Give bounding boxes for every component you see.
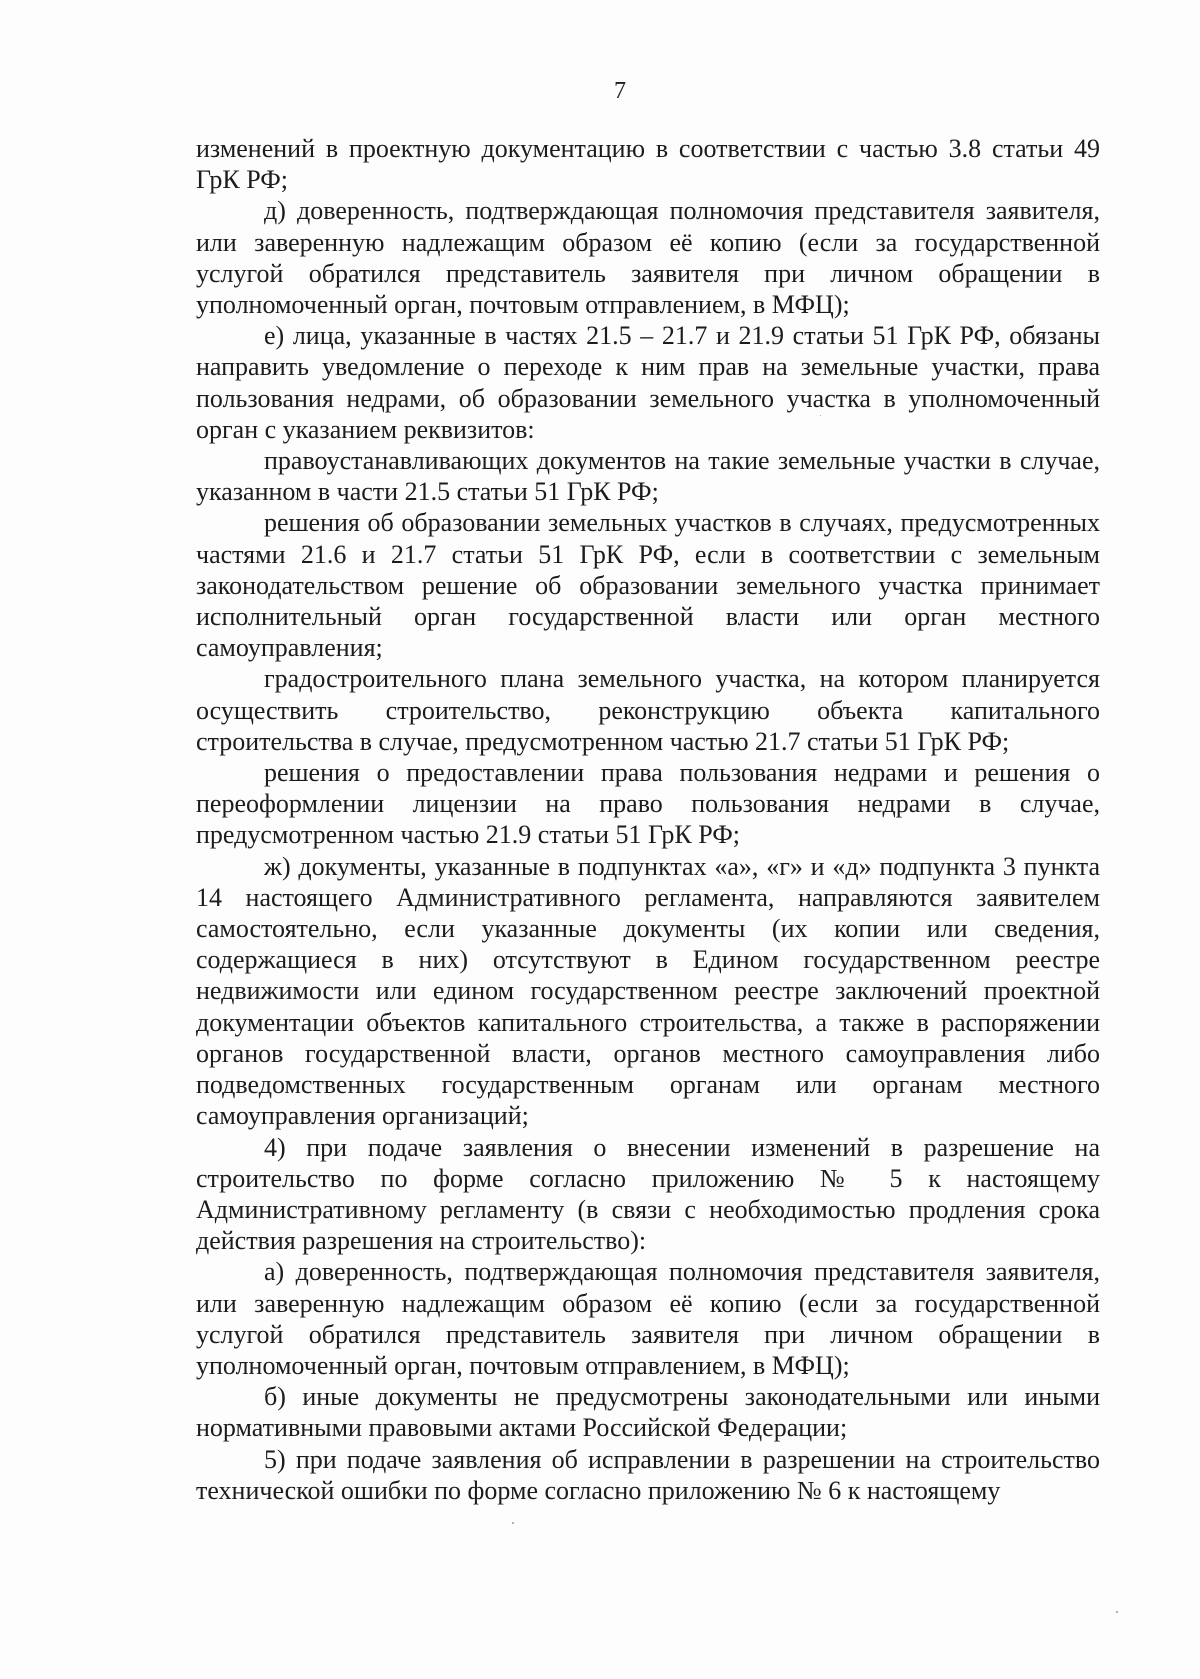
paragraph: 5) при подаче заявления об исправлении в разрешении на строительство технической ошибки по форме согласно приложению № 6 к настоящему <box>196 1444 1100 1505</box>
page-body-text <box>196 133 1100 1506</box>
scan-speck <box>820 415 821 416</box>
paragraph: б) иные документы не предусмотрены законодательными или иными нормативными правовыми актами Российской Федерации; <box>196 1382 1100 1443</box>
paragraph: 4) при подаче заявления о внесении изменений в разрешение на строительство по форме согласно приложению № 5 к настоящему Административному регламенту (в связи с необходимостью продления срока действия разрешения на строительство): <box>196 1132 1100 1256</box>
paragraph: ж) документы, указанные в подпунктах «а», «г» и «д» подпункта 3 пункта 14 настоящего Административного регламента, направляются заявителем самостоятельно, если указанные документы (их копии или сведения, содержащиеся в них) отсутствуют в Едином государственном реестре недвижимости или едином государственном реестре заключений проектной документации объектов капитального строительства, а также в распоряжении органов государственной власти, органов местного самоуправления либо подведомственных государственным органам или органам местного самоуправления организаций; <box>196 851 1100 1131</box>
paragraph: правоустанавливающих документов на такие земельные участки в случае, указанном в части 21.5 статьи 51 ГрК РФ; <box>196 446 1100 507</box>
paragraph: решения о предоставлении права пользования недрами и решения о переоформлении лицензии на право пользования недрами в случае, предусмотренном частью 21.9 статьи 51 ГрК РФ; <box>196 758 1100 850</box>
paragraph: а) доверенность, подтверждающая полномочия представителя заявителя, или заверенную надлежащим образом её копию (если за государственной услугой обратился представитель заявителя при личном обращении в уполномоченный орган, почтовым отправлением, в МФЦ); <box>196 1257 1100 1380</box>
paragraph: градостроительного плана земельного участка, на котором планируется осуществить строительство, реконструкцию объекта капитального строительства в случае, предусмотренном частью 21.7 статьи 51 ГрК РФ; <box>196 664 1100 756</box>
page-number: 7 <box>614 78 626 104</box>
paragraph: изменений в проектную документацию в соответствии с частью 3.8 статьи 49 ГрК РФ; <box>196 134 1100 195</box>
scan-speck <box>512 1522 514 1524</box>
paragraph: е) лица, указанные в частях 21.5 – 21.7 и 21.9 статьи 51 ГрК РФ, обязаны направить уведомление о переходе к ним прав на земельные участки, права пользования недрами, об образовании земельного участка в уполномоченный орган с указанием реквизитов: <box>196 321 1100 444</box>
paragraph: решения об образовании земельных участков в случаях, предусмотренных частями 21.6 и 21.7 статьи 51 ГрК РФ, если в соответствии с земельным законодательством решение об образовании земельного участка принимает исполнительный орган государственной власти или орган местного самоуправления; <box>196 508 1100 663</box>
paragraph: д) доверенность, подтверждающая полномочия представителя заявителя, или заверенную надлежащим образом её копию (если за государственной услугой обратился представитель заявителя при личном обращении в уполномоченный орган, почтовым отправлением, в МФЦ); <box>196 196 1100 320</box>
scan-speck <box>1116 1611 1118 1613</box>
